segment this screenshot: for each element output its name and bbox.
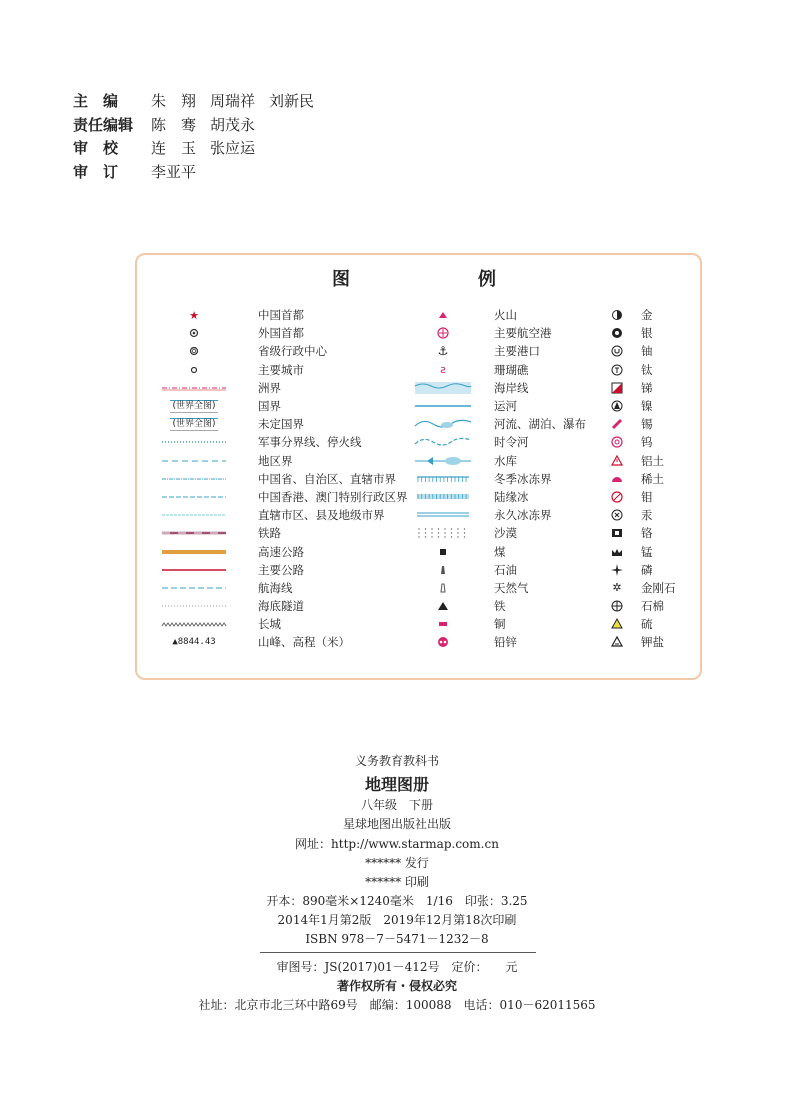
credit-role: 审 订 [73, 162, 119, 181]
credit-names [151, 161, 210, 185]
legend-item [160, 397, 408, 415]
legend-item [607, 597, 676, 615]
legend-label: 铬 [641, 526, 653, 541]
legend-label: 银 [641, 326, 653, 341]
molybdenum-icon [607, 488, 627, 506]
legend-label: 火山 [494, 308, 517, 323]
legend-label: 军事分界线、停火线 [258, 435, 362, 450]
legend-item [160, 324, 408, 342]
legend-symbol-tag: ▲8844.43 [172, 637, 216, 648]
legend-item [160, 379, 408, 397]
legend-label: 中国首都 [258, 308, 304, 323]
gas-icon [411, 579, 475, 597]
phosphorus-icon [607, 561, 627, 579]
credit-name: 陈 骞 [151, 115, 197, 134]
divider [260, 952, 536, 953]
legend-item [411, 433, 586, 451]
legend-label: 钛 [641, 362, 653, 377]
railway-line-icon [158, 524, 230, 542]
legend-label: 铁 [494, 599, 506, 614]
legend-item [411, 306, 586, 324]
legend-item [411, 488, 586, 506]
legend-label: 镍 [641, 399, 653, 414]
legend-label: 铜 [494, 617, 506, 632]
legend-label: 外国首都 [258, 326, 304, 341]
credit-name: 张应运 [210, 139, 256, 157]
credit-row [73, 114, 328, 138]
approval-number: 审图号：JS(2017)01－412号 定价： 元 [276, 960, 518, 974]
iron-icon [411, 597, 475, 615]
legend-item [607, 306, 676, 324]
legend-item [607, 470, 676, 488]
mercury-icon [607, 506, 627, 524]
legend-label: 石油 [494, 562, 517, 577]
antimony-icon [607, 379, 627, 397]
chromium-icon [607, 524, 627, 542]
credit-names [151, 114, 269, 138]
printer: ****** 印刷 [365, 875, 429, 889]
silver-icon [607, 324, 627, 342]
diamond-icon: ✲ [612, 581, 622, 595]
address: 社址：北京市北三环中路69号 邮编：100088 电话：010－62011565 [198, 998, 596, 1012]
legend-label: 水库 [494, 453, 517, 468]
edition: 2014年1月第2版 2019年12月第18次印刷 [277, 913, 517, 927]
legend-label: 海底隧道 [258, 599, 304, 614]
legend-item [607, 452, 676, 470]
legend-item [160, 342, 408, 360]
credit-names [151, 137, 269, 161]
credit-name: 连 玉 [151, 139, 197, 157]
legend-column-3 [607, 306, 676, 652]
legend-label: 煤 [494, 544, 506, 559]
credit-role: 审 校 [73, 139, 119, 157]
great-wall-line-icon [158, 615, 230, 633]
legend-item [411, 524, 586, 542]
legend-column-2 [411, 306, 586, 652]
anchor-icon: ⚓ [437, 344, 449, 359]
legend-title-right: 例 [478, 269, 496, 290]
expressway-line-icon [158, 543, 230, 561]
legend-item [160, 597, 408, 615]
national-border-line-icon [158, 397, 230, 415]
legend-item [607, 342, 676, 360]
legend-label: 主要航空港 [494, 326, 552, 341]
legend-item [411, 324, 586, 342]
credit-role: 主 编 [73, 92, 119, 110]
website: 网址：http://www.starmap.com.cn [295, 837, 499, 851]
rare-earth-icon [607, 470, 627, 488]
legend-item [160, 433, 408, 451]
legend-label: 航海线 [258, 580, 293, 595]
legend-item [160, 579, 408, 597]
reef-icon: ƨ [440, 363, 446, 377]
legend-item [160, 542, 408, 560]
permafrost-icon [411, 506, 475, 524]
sar-border-line-icon [158, 488, 230, 506]
legend-item [411, 542, 586, 560]
legend-item [607, 433, 676, 451]
legend-item [160, 633, 408, 651]
legend-label: 锰 [641, 544, 653, 559]
legend-item [607, 379, 676, 397]
legend-item [411, 361, 586, 379]
legend-label: 石棉 [641, 599, 664, 614]
legend-label: 天然气 [494, 580, 529, 595]
legend-symbol-tag: (世界全图) [172, 400, 216, 411]
legend-label: 铁路 [258, 526, 281, 541]
legend-item [607, 561, 676, 579]
desert-icon [411, 524, 475, 542]
grade: 八年级 下册 [360, 798, 433, 812]
province-border-line-icon [158, 470, 230, 488]
legend-label: 地区界 [258, 453, 293, 468]
credit-names [151, 90, 328, 114]
legend-item [160, 306, 408, 324]
legend-label: 时令河 [494, 435, 529, 450]
double-circle-icon [158, 342, 230, 360]
highway-line-icon [158, 561, 230, 579]
winter-ice-icon [411, 470, 475, 488]
tin-icon [607, 415, 627, 433]
legend-label: 中国香港、澳门特别行政区界 [258, 489, 408, 504]
legend-label: 金 [641, 308, 653, 323]
legend-label: 铅锌 [494, 635, 517, 650]
circle-dot-icon [158, 324, 230, 342]
legend-label: 直辖市区、县及地级市界 [258, 508, 385, 523]
ceasefire-line-icon [158, 433, 230, 451]
isbn: ISBN 978－7－5471－1232－8 [305, 932, 489, 946]
legend-label: 海岸线 [494, 380, 529, 395]
legend-item [160, 361, 408, 379]
manganese-icon [607, 543, 627, 561]
continent-border-line-icon [158, 379, 230, 397]
peak-icon [158, 633, 230, 651]
legend-label: 冬季冰冻界 [494, 471, 552, 486]
legend-item [411, 633, 586, 651]
asbestos-icon [607, 597, 627, 615]
credit-name: 朱 翔 [151, 92, 197, 110]
legend-item [607, 524, 676, 542]
legend-item [411, 452, 586, 470]
legend-label: 钾盐 [641, 635, 664, 650]
seasonal-river-icon [411, 433, 475, 451]
legend-item [411, 506, 586, 524]
legend-label: 主要公路 [258, 562, 304, 577]
legend-label: 金刚石 [641, 580, 676, 595]
lead-zinc-icon [411, 633, 475, 651]
tungsten-icon [607, 433, 627, 451]
legend-item [411, 470, 586, 488]
legend-title-left: 图 [332, 269, 350, 290]
legend-label: 沙漠 [494, 526, 517, 541]
nickel-icon [607, 397, 627, 415]
copper-icon [411, 615, 475, 633]
legend-item [411, 615, 586, 633]
legend-label: 锑 [641, 380, 653, 395]
credit-name: 胡茂永 [210, 115, 256, 134]
legend-item [607, 579, 676, 597]
uranium-icon [607, 342, 627, 360]
legend-label: 汞 [641, 508, 653, 523]
credit-name: 李亚平 [151, 162, 197, 181]
legend-item [607, 397, 676, 415]
legend-item [411, 561, 586, 579]
river-icon [411, 415, 475, 433]
airport-icon [411, 324, 475, 342]
credits [73, 90, 328, 184]
legend-item [607, 633, 676, 651]
legend-item [160, 615, 408, 633]
regional-border-line-icon [158, 452, 230, 470]
legend-item [607, 615, 676, 633]
legend-item [160, 470, 408, 488]
legend-label: 钼 [641, 489, 653, 504]
legend-item [160, 506, 408, 524]
legend-label: 未定国界 [258, 417, 304, 432]
potash-icon [607, 633, 627, 651]
legend-label: 稀土 [641, 471, 664, 486]
credit-name: 刘新民 [269, 92, 315, 110]
legend-item [411, 379, 586, 397]
shipping-route-line-icon [158, 579, 230, 597]
oil-icon [411, 561, 475, 579]
legend-item [607, 542, 676, 560]
publisher: 星球地图出版社出版 [342, 817, 451, 831]
legend-symbol-tag: (世界全图) [172, 418, 216, 429]
legend-label: 硫 [641, 617, 653, 632]
legend-label: 中国省、自治区、直辖市界 [258, 471, 396, 486]
legend-label: 主要城市 [258, 362, 304, 377]
district-border-line-icon [158, 506, 230, 524]
legend-label: 山峰、高程（米） [258, 635, 350, 650]
small-circle-icon [158, 361, 230, 379]
legend-label: 钨 [641, 435, 653, 450]
coal-icon [411, 543, 475, 561]
legend-label: 国界 [258, 399, 281, 414]
legend-label: 高速公路 [258, 544, 304, 559]
credit-role: 责任编辑 [73, 115, 134, 134]
legend-label: 珊瑚礁 [494, 362, 529, 377]
titanium-icon [607, 361, 627, 379]
shelf-ice-icon [411, 488, 475, 506]
legend-item [607, 361, 676, 379]
legend-item [411, 415, 586, 433]
copyright: 著作权所有・侵权必究 [336, 979, 457, 993]
credit-row [73, 161, 328, 185]
legend-label: 铀 [641, 344, 653, 359]
legend-label: 陆缘冰 [494, 489, 529, 504]
book-title: 地理图册 [364, 775, 429, 794]
legend-item [160, 488, 408, 506]
legend-label: 永久冰冻界 [494, 508, 552, 523]
distributor: ****** 发行 [365, 856, 429, 870]
legend-item [160, 524, 408, 542]
legend-item [607, 415, 676, 433]
legend-label: 磷 [641, 562, 653, 577]
reservoir-icon [411, 452, 475, 470]
legend-item [160, 415, 408, 433]
legend-column-1 [160, 306, 408, 652]
credit-row [73, 90, 328, 114]
canal-icon [411, 397, 475, 415]
bauxite-icon [607, 452, 627, 470]
legend-label: 河流、湖泊、瀑布 [494, 417, 586, 432]
credit-name: 周瑞祥 [210, 92, 256, 110]
legend-item [411, 597, 586, 615]
legend-item [160, 452, 408, 470]
sulfur-icon [607, 615, 627, 633]
legend-label: 运河 [494, 399, 517, 414]
legend-label: 洲界 [258, 380, 281, 395]
legend-item [607, 324, 676, 342]
undetermined-border-line-icon [158, 415, 230, 433]
legend-item [411, 579, 586, 597]
series-name: 义务教育教科书 [354, 754, 439, 768]
format: 开本：890毫米×1240毫米 1/16 印张：3.25 [266, 894, 528, 908]
star-red-icon: ★ [189, 308, 199, 322]
legend-label: 省级行政中心 [258, 344, 327, 359]
legend-item [607, 506, 676, 524]
legend-item [411, 397, 586, 415]
coastline-icon [411, 379, 475, 397]
legend-item [160, 561, 408, 579]
legend-label: 主要港口 [494, 344, 540, 359]
gold-icon [607, 306, 627, 324]
legend-item [411, 342, 586, 360]
credit-row [73, 137, 328, 161]
legend-item [607, 488, 676, 506]
undersea-tunnel-line-icon [158, 597, 230, 615]
volcano-icon [411, 306, 475, 324]
legend-label: 长城 [258, 617, 281, 632]
legend-label: 锡 [641, 417, 653, 432]
legend-label: 铝土 [641, 453, 664, 468]
